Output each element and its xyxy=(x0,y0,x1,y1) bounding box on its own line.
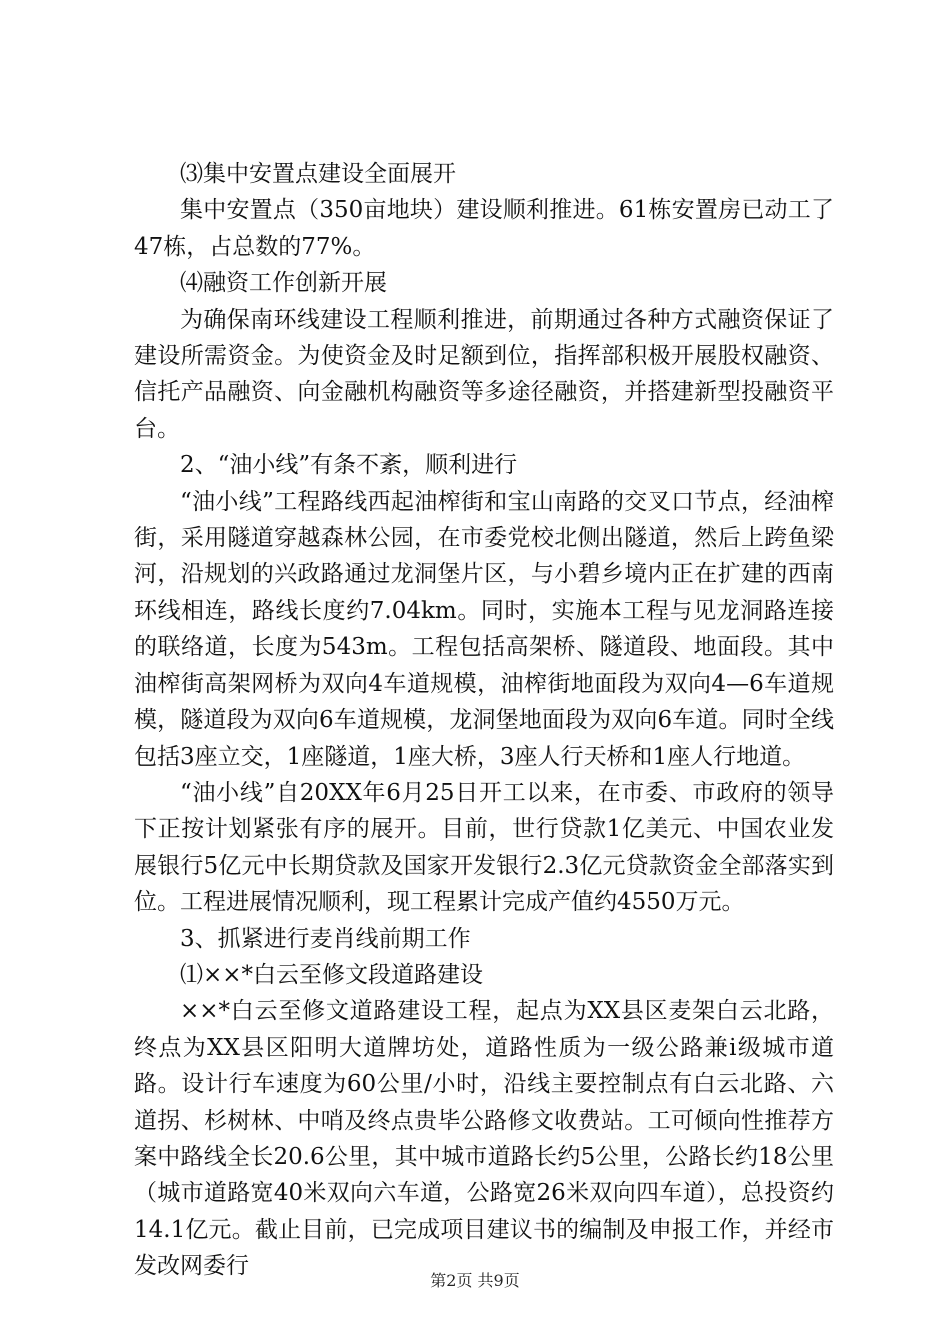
paragraph-baiyun-xiuwen: ××*白云至修文道路建设工程，起点为XX县区麦架白云北路，终点为XX县区阳明大道牌坊处，道路性质为一级公路兼ⅰ级城市道路。设计行车速度为60公里/小时，沿线主要控制点有白云北路、六道拐、杉树林、中哨及终点贵毕公路修文收费站。工可倾向性推荐方案中路线全长20.6公里，其中城市道路长约5公里，公路长约18公里（城市道路宽40米双向六车道，公路宽26米双向四车道），总投资约14.1亿元。截止目前，已完成项目建议书的编制及申报工作，并经市发改网委行 xyxy=(134,998,834,1280)
section-heading-youxiao-line: 2、“油小线”有条不紊，顺利进行 xyxy=(180,452,518,479)
page-footer: 第2页 共9页 xyxy=(430,1271,520,1290)
section-heading-maixiao-line: 3、抓紧进行麦肖线前期工作 xyxy=(180,925,471,952)
subheading-financing: ⑷融资工作创新开展 xyxy=(180,270,387,297)
subheading-baiyun-xiuwen: ⑴××*白云至修文段道路建设 xyxy=(180,961,484,988)
paragraph-resettlement: 集中安置点（350亩地块）建设顺利推进。61栋安置房已动工了47栋，占总数的77%。 xyxy=(134,197,834,260)
paragraph-financing: 为确保南环线建设工程顺利推进，前期通过各种方式融资保证了建设所需资金。为使资金及时足额到位，指挥部积极开展股权融资、信托产品融资、向金融机构融资等多途径融资，并搭建新型投融资平台。 xyxy=(134,306,834,442)
paragraph-youxiao-route: “油小线”工程路线西起油榨街和宝山南路的交叉口节点，经油榨街，采用隧道穿越森林公园，在市委党校北侧出隧道，然后上跨鱼梁河，沿规划的兴政路通过龙洞堡片区，与小碧乡境内正在扩建的西南环线相连，路线长度约7.04km。同时，实施本工程与见龙洞路连接的联络道，长度为543m。工程包括高架桥、隧道段、地面段。其中油榨街高架网桥为双向4车道规模，油榨街地面段为双向4—6车道规模，隧道段为双向6车道规模，龙洞堡地面段为双向6车道。同时全线包括3座立交，1座隧道，1座大桥，3座人行天桥和1座人行地道。 xyxy=(134,488,834,770)
document-body xyxy=(134,156,834,1285)
paragraph-youxiao-progress: “油小线”自20XX年6月25日开工以来，在市委、市政府的领导下正按计划紧张有序的展开。目前，世行贷款1亿美元、中国农业发展银行5亿元中长期贷款及国家开发银行2.3亿元贷款资金全部落实到位。工程进展情况顺利，现工程累计完成产值约4550万元。 xyxy=(134,779,834,916)
subheading-resettlement: ⑶集中安置点建设全面展开 xyxy=(180,161,456,187)
